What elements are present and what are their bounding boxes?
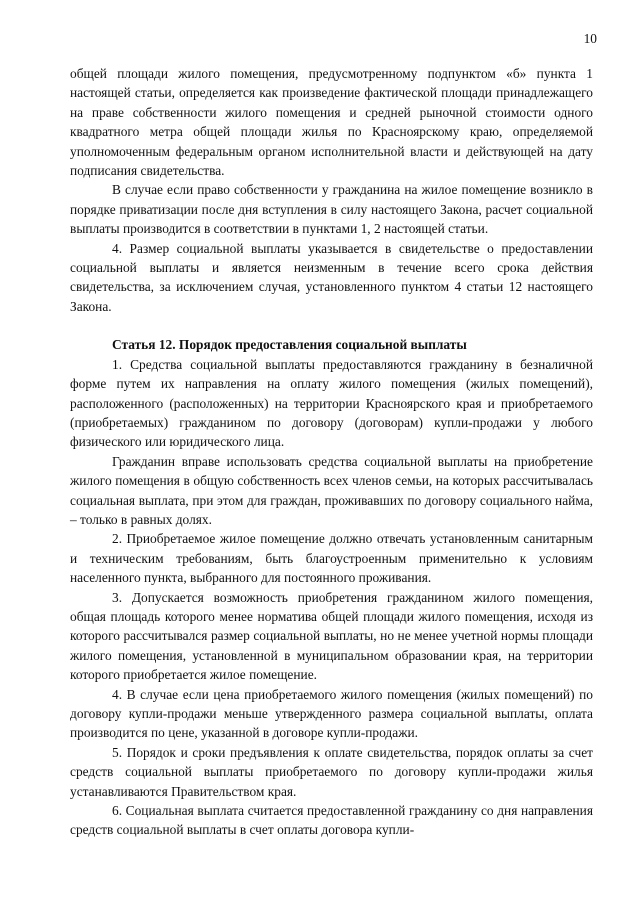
paragraph-art12-item-4: 4. В случае если цена приобретаемого жилого помещения (жилых помещений) по договору купли-продажи меньше утвержденного размера социальной выплаты, оплата производится по цене, указанной в договоре купли-продажи. — [70, 686, 593, 741]
paragraph-item-4: 4. Размер социальной выплаты указывается в свидетельстве о предоставлении социальной выплаты и является неизменным в течение всего срока действия свидетельства, за исключением случая, установленного пунктом 4 статьи 12 настоящего Закона. — [70, 240, 593, 314]
paragraph-art12-item-2: 2. Приобретаемое жилое помещение должно отвечать установленным санитарным и техническим требованиям, быть благоустроенным применительно к условиям населенного пункта, выбранного для постоянного проживания. — [70, 531, 593, 586]
paragraph-privatization: В случае если право собственности у гражданина на жилое помещение возникло в порядке приватизации после дня вступления в силу настоящего Закона, расчет социальной выплаты производится в соответствии в пунктами 1, 2 настоящей статьи. — [70, 182, 593, 237]
paragraph-art12-item-1: 1. Средства социальной выплаты предоставляются гражданину в безналичной форме путем их направления на оплату жилого помещения (жилых помещений), расположенного (расположенных) на территории Красноярского края и приобретаемого (приобретаемых) гражданином по договору (договорам) купли-продажи у любого физического или юридического лица. — [70, 356, 593, 450]
paragraph-art12-item-5: 5. Порядок и сроки предъявления к оплате свидетельства, порядок оплаты за счет средств социальной выплаты приобретаемого по договору купли-продажи жилья устанавливаются Правительством края. — [70, 744, 593, 799]
paragraph-art12-item-3: 3. Допускается возможность приобретения гражданином жилого помещения, общая площадь которого менее норматива общей площади жилого помещения, исходя из которого рассчитывался размер социальной выплаты, но не менее учетной нормы площади жилого помещения, установленной в муниципальном образовании края, на территории которого приобретается жилое помещение. — [70, 589, 593, 683]
article-heading: Статья 12. Порядок предоставления социальной выплаты — [112, 337, 467, 353]
paragraph-continuation: общей площади жилого помещения, предусмотренному подпунктом «б» пункта 1 настоящей статьи, определяется как произведение фактической площади принадлежащего на праве собственности жилого помещения и средней рыночной стоимости одного квадратного метра общей площади жилья по Красноярскому краю, определяемой уполномоченным федеральным органом исполнительной власти и действующей на дату подписания свидетельства. — [70, 66, 593, 179]
document-body — [70, 64, 593, 840]
page-number: 10 — [583, 31, 597, 46]
paragraph-art12-shared-ownership: Гражданин вправе использовать средства социальной выплаты на приобретение жилого помещения в общую собственность всех членов семьи, на которых рассчитывалась социальная выплата, при этом для граждан, проживавших по договору социального найма, – только в равных долях. — [70, 453, 593, 527]
paragraph-art12-item-6: 6. Социальная выплата считается предоставленной гражданину со дня направления средств социальной выплаты в счет оплаты договора купли- — [70, 803, 593, 838]
